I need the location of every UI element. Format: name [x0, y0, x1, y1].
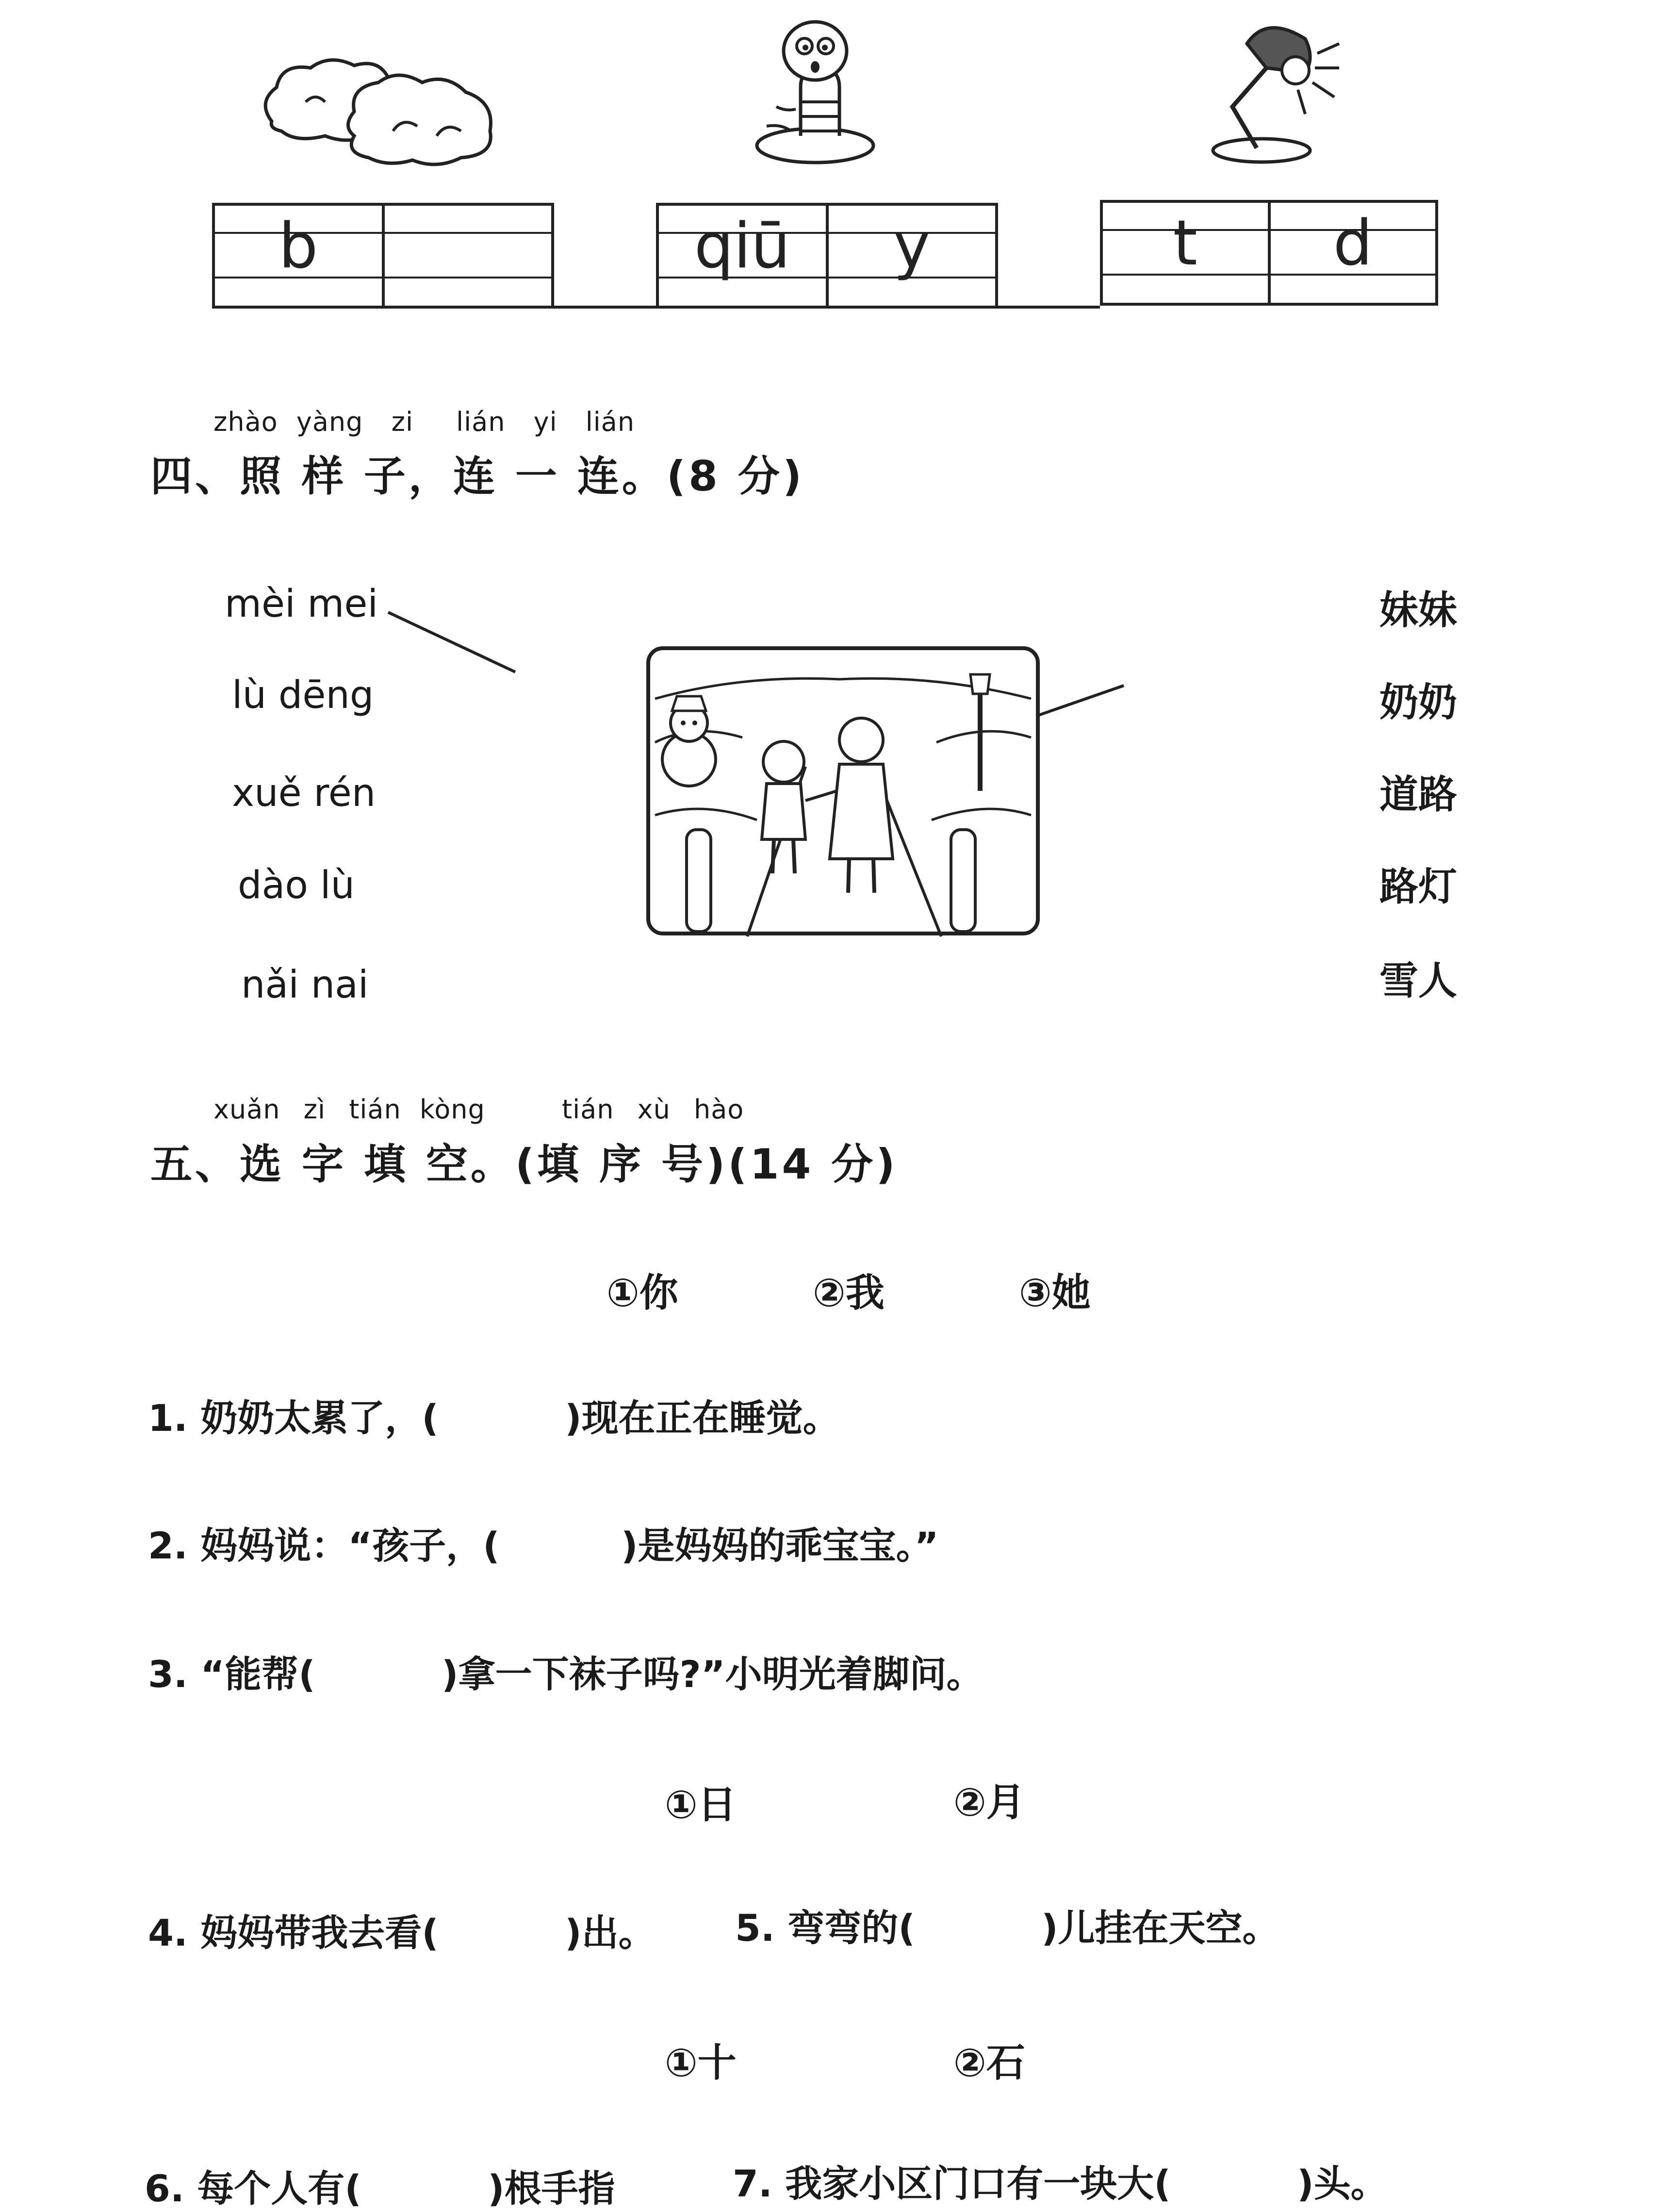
pinyin-syllable: kòng: [419, 1094, 485, 1125]
hanzi-word-xueren[interactable]: 雪人: [1379, 958, 1457, 1003]
pinyin-syllable: zhào: [213, 407, 278, 437]
pinyin-syllable: zì: [303, 1094, 326, 1125]
sentence-text: 6. 每个人有(: [145, 2167, 361, 2210]
sentence-2: [148, 1516, 939, 1569]
pinyin-syllable: yi: [533, 407, 557, 437]
pinyin-word-ludeng[interactable]: lù dēng: [232, 673, 374, 717]
sentence-text: )是妈妈的乖宝宝。”: [621, 1524, 939, 1567]
option-ta: ③她: [1019, 1270, 1091, 1315]
pinyin-syllable: lián: [456, 407, 506, 437]
option-shi-stone: ②石: [953, 2040, 1025, 2085]
pinyin-syllable: hào: [693, 1094, 744, 1125]
grid-text: d: [1333, 207, 1373, 279]
hanzi-word-nainai[interactable]: 奶奶: [1379, 680, 1457, 725]
grid-text: b: [279, 210, 318, 282]
sentence-3: [148, 1645, 984, 1698]
grid-text: qiū: [694, 210, 790, 282]
section5-heading-pinyin: [213, 1094, 744, 1125]
pinyin-word-meimei[interactable]: mèi mei: [225, 582, 378, 626]
sentence-text: )根手指: [487, 2167, 615, 2210]
hanzi-word-daolu[interactable]: 道路: [1379, 772, 1457, 817]
sentence-text: 4. 妈妈带我去看(: [148, 1911, 439, 1954]
sentence-text: 2. 妈妈说：“孩子，(: [148, 1524, 500, 1567]
section4-heading: 四、照 样 子，连 一 连。(8 分): [150, 452, 805, 501]
sentence-text: )儿挂在天空。: [1041, 1906, 1279, 1950]
sentence-text: )头。: [1296, 2162, 1388, 2205]
sentence-text: )现在正在睡觉。: [564, 1396, 840, 1440]
pinyin-syllable: tián: [349, 1094, 401, 1125]
option-shi-ten: ①十: [665, 2040, 737, 2085]
pinyin-word-xueren[interactable]: xuě rén: [232, 771, 376, 815]
sentence-text: 7. 我家小区门口有一块大(: [733, 2162, 1171, 2205]
sentence-text: )出。: [564, 1911, 656, 1954]
grid-text: y: [893, 210, 931, 282]
option-ri: ①日: [665, 1782, 737, 1827]
sentence-text: 1. 奶奶太累了，(: [148, 1396, 439, 1440]
sentence-1: [148, 1389, 840, 1442]
winter-scene-illustration: [645, 645, 1041, 936]
grid-text: t: [1173, 207, 1197, 279]
option-wo: ②我: [813, 1270, 885, 1315]
pinyin-syllable: xuǎn: [213, 1094, 280, 1125]
pinyin-syllable: xù: [637, 1094, 671, 1125]
pinyin-syllable: tián: [561, 1094, 614, 1125]
pinyin-word-nainai[interactable]: nǎi nai: [241, 963, 369, 1007]
sentence-text: )拿一下袜子吗?”小明光着脚问。: [441, 1653, 984, 1696]
sentence-text: 5. 弯弯的(: [735, 1906, 915, 1950]
pinyin-syllable: lián: [585, 407, 635, 437]
sentence-6: [145, 2159, 615, 2212]
sentence-5: [735, 1899, 1279, 1951]
sentence-text: 3. “能帮(: [148, 1653, 315, 1696]
option-ni: ①你: [607, 1270, 678, 1315]
pinyin-syllable: yàng: [296, 407, 363, 437]
pinyin-syllable: zi: [391, 407, 413, 437]
sentence-7: [733, 2154, 1388, 2207]
option-yue: ②月: [953, 1780, 1025, 1825]
hanzi-word-ludeng[interactable]: 路灯: [1379, 864, 1457, 909]
pinyin-word-daolu[interactable]: dào lù: [238, 864, 355, 907]
section5-heading: 五、选 字 填 空。(填 序 号)(14 分): [150, 1140, 898, 1189]
hanzi-word-meimei[interactable]: 妹妹: [1379, 588, 1457, 633]
sentence-4: [148, 1903, 656, 1956]
